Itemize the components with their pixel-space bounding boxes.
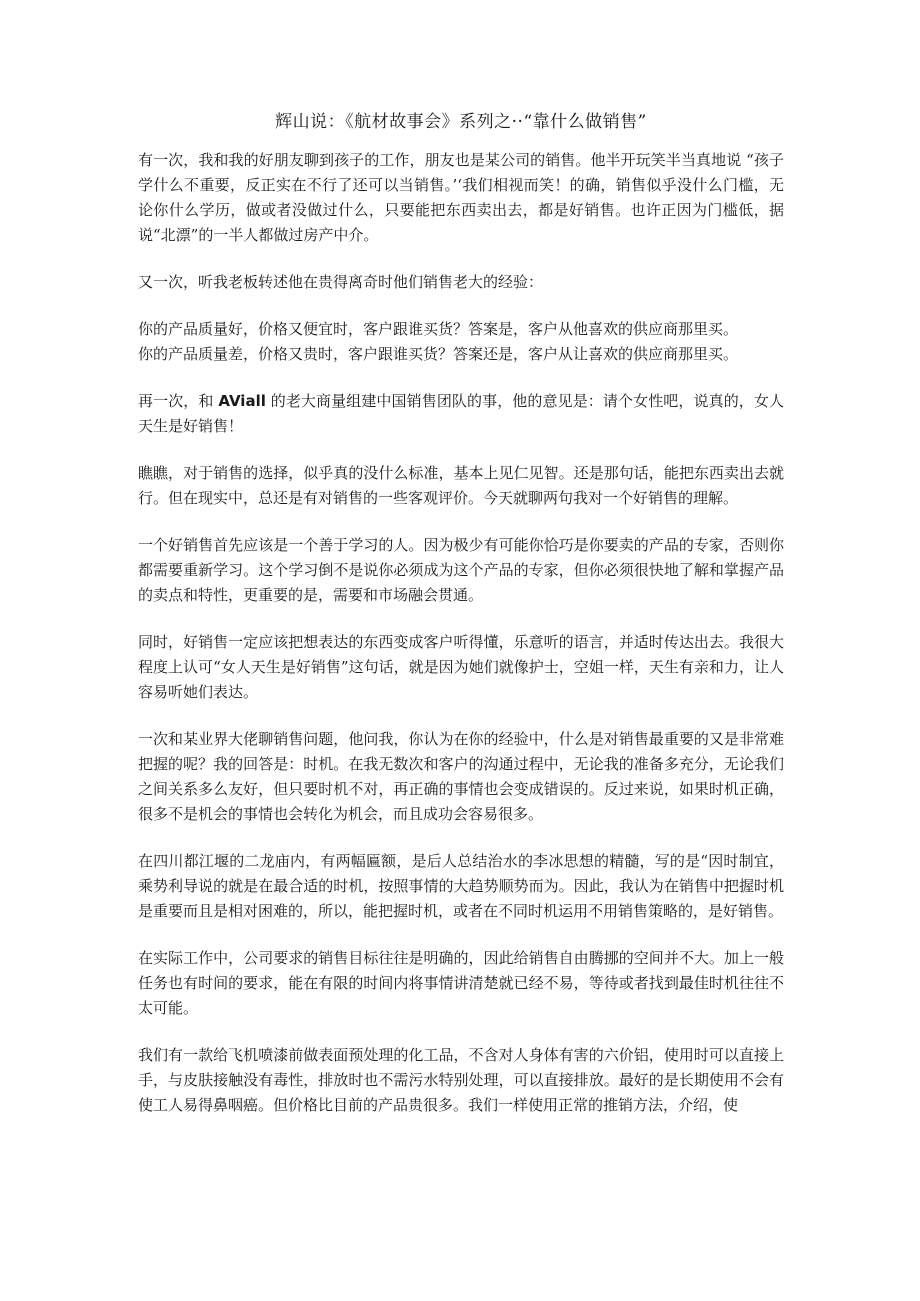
paragraph-expression: 同时，好销售一定应该把想表达的东西变成客户听得懂，乐意听的语言，并适时传达出去。我很大程度上认可“女人天生是好销售”这句话，就是因为她们就像护士，空姐一样，天生有亲和力，让人容易听她们表达。 — [138, 633, 784, 701]
paragraph-quality-price — [138, 317, 784, 367]
aviall-text-after: 的老大商量组建中国销售团队的事，他的意见是：请个女性吧，说真的，女人天生是好销售！ — [138, 392, 784, 435]
aviall-brand: AViall — [218, 392, 266, 410]
paragraph-friend-chat: 有一次，我和我的好朋友聊到孩子的工作，朋友也是某公司的销售。他半开玩笑半当真地说 “孩子学什么不重要，反正实在不行了还可以当销售。’‘我们相视而笑！的确，销售似乎没什么门槛，无论你什么学历，做或者没做过什么，只要能把东西卖出去，都是好销售。也许正因为门槛低，据说“北漂”的一半人都做过房产中介。 — [138, 151, 784, 244]
paragraph-practical-work: 在实际工作中，公司要求的销售目标往往是明确的，因此给销售自由腾挪的空间并不大。加上一般任务也有时间的要求，能在有限的时间内将事情讲清楚就已经不易，等待或者找到最佳时机往往不太可能。 — [138, 949, 784, 1017]
paragraph-aviall — [138, 389, 784, 439]
paragraph-boss-story: 又一次，听我老板转述他在贵得离奇时他们销售老大的经验： — [138, 273, 544, 291]
aviall-text-before: 再一次，和 — [138, 392, 219, 410]
paragraph-timing: 一次和某业界大佬聊销售问题，他问我，你认为在你的经验中，什么是对销售最重要的又是非常难把握的呢？我的回答是：时机。在我无数次和客户的沟通过程中，无论我的准备多充分，无论我们之间关系多么友好，但只要时机不对，再正确的事情也会变成错误的。反过来说，如果时机正确，很多不是机会的事情也会转化为机会，而且成功会容易很多。 — [138, 730, 784, 823]
paragraph-learning: 一个好销售首先应该是一个善于学习的人。因为极少有可能你恰巧是你要卖的产品的专家，否则你都需要重新学习。这个学习倒不是说你必须成为这个产品的专家，但你必须很快地了解和掌握产品的卖点和特性，更重要的是，需要和市场融会贯通。 — [138, 536, 784, 604]
paragraph-dujiangyan: 在四川都江堰的二龙庙内，有两幅匾额，是后人总结治水的李冰思想的精髓，写的是“因时制宜，乘势利导说的就是在最合适的时机，按照事情的大趋势顺势而为。因此，我认为在销售中把握时机是重要而且是相对困难的，所以，能把握时机，或者在不同时机运用不用销售策略的，是好销售。 — [138, 852, 784, 920]
paragraph-sales-choice: 瞧瞧，对于销售的选择，似乎真的没什么标准，基本上见仁见智。还是那句话，能把东西卖出去就行。但在现实中，总还是有对销售的一些客观评价。今天就聊两句我对一个好销售的理解。 — [138, 464, 784, 507]
document-page — [138, 108, 784, 1118]
paragraph-chemical-product: 我们有一款给飞机喷漆前做表面预处理的化工品，不含对人身体有害的六价铝，使用时可以直接上手，与皮肤接触没有毒性，排放时也不需污水特别处理，可以直接排放。最好的是长期使用不会有使工人易得鼻咽癌。但价格比目前的产品贵很多。我们一样使用正常的推销方法，介绍，使 — [138, 1046, 784, 1114]
quality-bad-line: 你的产品质量差，价格又贵时，客户跟谁买货？答案还是，客户从让喜欢的供应商那里买。 — [138, 345, 739, 363]
quality-good-line: 你的产品质量好，价格又便宜时，客户跟谁买货？答案是，客户从他喜欢的供应商那里买。 — [138, 320, 739, 338]
document-title: 辉山说：《航材故事会》系列之··“靠什么做销售” — [275, 112, 647, 132]
